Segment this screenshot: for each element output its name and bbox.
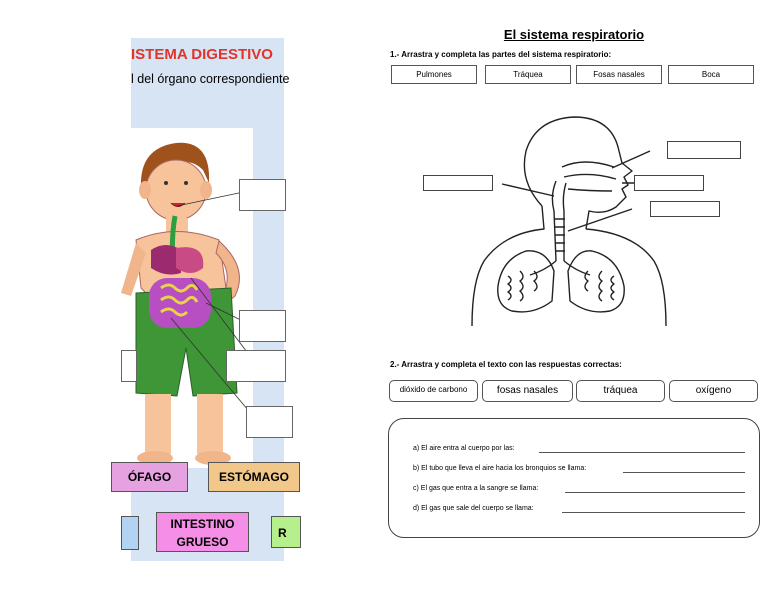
question-d: d) El gas que sale del cuerpo se llama: — [413, 505, 534, 512]
answer-line-b[interactable] — [623, 472, 745, 473]
drag-option-fosas-nasales[interactable]: Fosas nasales — [576, 65, 662, 84]
instruction-2: 2.- Arrastra y completa el texto con las respuestas correctas: — [390, 360, 622, 369]
question-b: b) El tubo que lleva el aire hacia los bronquios se llama: — [413, 465, 587, 472]
label-drop-box-3[interactable] — [121, 350, 137, 382]
answer-line-d[interactable] — [562, 512, 745, 513]
tile-intestino-grueso[interactable] — [156, 512, 249, 552]
respiratory-diagram — [464, 111, 674, 326]
diagram-answer-box-4[interactable] — [650, 201, 720, 217]
drag-word-oxigeno[interactable]: oxígeno — [669, 380, 758, 402]
answer-line-a[interactable] — [539, 452, 745, 453]
tile-partial-blue[interactable] — [121, 516, 139, 550]
tile-intestino-line2: GRUESO — [176, 535, 229, 549]
diagram-answer-box-3[interactable] — [634, 175, 704, 191]
tile-intestino-line1: INTESTINO — [170, 517, 235, 531]
diagram-answer-box-1[interactable] — [423, 175, 493, 191]
tile-estomago[interactable]: ESTÓMAGO — [208, 462, 300, 492]
question-c: c) El gas que entra a la sangre se llama: — [413, 485, 539, 492]
diagram-answer-box-2[interactable] — [667, 141, 741, 159]
answer-line-c[interactable] — [565, 492, 745, 493]
label-drop-box-4[interactable] — [226, 350, 286, 382]
drag-option-boca[interactable]: Boca — [668, 65, 754, 84]
label-drop-box-2[interactable] — [239, 310, 286, 342]
drag-word-fosas-nasales[interactable]: fosas nasales — [482, 380, 573, 402]
instruction-1: 1.- Arrastra y completa las partes del sistema respiratorio: — [390, 50, 612, 59]
respiratory-title: El sistema respiratorio — [503, 27, 645, 42]
label-drop-box-1[interactable] — [239, 179, 286, 211]
drag-option-pulmones[interactable]: Pulmones — [391, 65, 477, 84]
digestive-title: ISTEMA DIGESTIVO — [131, 46, 273, 63]
question-a: a) El aire entra al cuerpo por las: — [413, 445, 515, 452]
digestive-instruction: l del órgano correspondiente — [131, 72, 290, 86]
label-drop-box-5[interactable] — [246, 406, 293, 438]
tile-esofago[interactable]: ÓFAGO — [111, 462, 188, 492]
digestive-worksheet — [127, 38, 290, 561]
boy-illustration-frame — [131, 128, 253, 468]
drag-word-dioxido-de-carbono[interactable]: dióxido de carbono — [389, 380, 478, 402]
drag-word-traquea[interactable]: tráquea — [576, 380, 665, 402]
tile-partial-r[interactable]: R — [271, 516, 301, 548]
drag-option-traquea[interactable]: Tráquea — [485, 65, 571, 84]
boy-digestive-illustration — [131, 128, 253, 468]
questions-panel — [388, 418, 760, 538]
respiratory-worksheet — [384, 23, 764, 545]
